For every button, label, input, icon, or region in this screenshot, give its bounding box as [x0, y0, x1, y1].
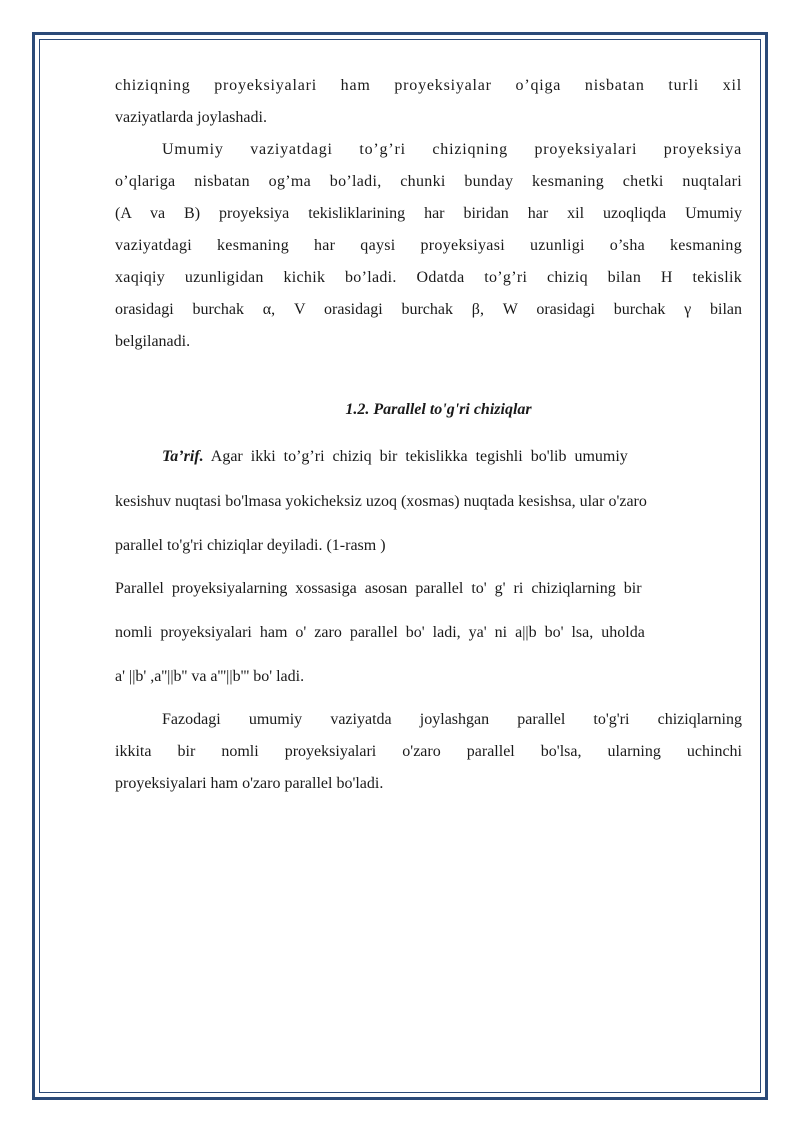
definition-term: Ta’rif. — [162, 448, 204, 465]
para3-line-3-wrap — [115, 666, 742, 688]
section-heading: 1.2. Parallel to'g'ri chiziqlar — [345, 401, 532, 418]
text-line: xaqiqiy uzunligidan kichik bo’ladi. Odatda to’g’ri chiziq bilan H tekislik — [115, 269, 742, 286]
definition-line-3-wrap — [115, 535, 742, 557]
text-line: kesishuv nuqtasi bo'lmasa yokicheksiz uzoq (xosmas) nuqtada kesishsa, ular o'zaro — [115, 493, 647, 510]
text-line: Umumiy vaziyatdagi to’g’ri chiziqning proyeksiyalari proyeksiya — [162, 141, 742, 158]
text-line: vaziyatdagi kesmaning har qaysi proyeksiyasi uzunligi o’sha kesmaning — [115, 237, 742, 254]
text-line: proyeksiyalari ham o'zaro parallel bo'ladi. — [115, 775, 384, 792]
paragraph-continuation — [115, 70, 742, 134]
text-line: Agar ikki to’g’ri chiziq bir tekislikka tegishli bo'lib umumiy — [203, 448, 628, 465]
text-line: nomli proyeksiyalari ham o' zaro parallel bo' ladi, ya' ni a||b bo' lsa, uholda — [115, 624, 645, 641]
text-line: a' ||b' ,a''||b'' va a'''||b''' bo' ladi. — [115, 668, 305, 685]
definition-line-1 — [115, 446, 742, 468]
paragraph-general-position — [115, 134, 742, 358]
text-line: orasidagi burchak α, V orasidagi burchak β, W orasidagi burchak γ bilan — [115, 301, 742, 318]
text-line: belgilanadi. — [115, 333, 191, 350]
para3-line-1-wrap — [115, 578, 742, 600]
definition-line-2-wrap — [115, 491, 742, 513]
text-line: Fazodagi umumiy vaziyatda joylashgan parallel to'g'ri chiziqlarning — [162, 711, 742, 728]
definition-paragraph — [115, 446, 742, 468]
text-line: ikkita bir nomli proyeksiyalari o'zaro parallel bo'lsa, ularning uchinchi — [115, 743, 742, 760]
text-line: vaziyatlarda joylashadi. — [115, 109, 267, 126]
text-line: parallel to'g'ri chiziqlar deyiladi. (1-rasm ) — [115, 537, 386, 554]
text-line: (A va B) proyeksiya tekisliklarining har biridan har xil uzoqliqda Umumiy — [115, 205, 742, 222]
text-line: Parallel proyeksiyalarning xossasiga asosan parallel to' g' ri chiziqlarning bir — [115, 580, 642, 597]
text-line: chiziqning proyeksiyalari ham proyeksiyalar o’qiga nisbatan turli xil — [115, 77, 742, 94]
paragraph-parallel-property — [115, 704, 742, 800]
para3-line-2-wrap — [115, 622, 742, 644]
text-line: o’qlariga nisbatan og’ma bo’ladi, chunki bunday kesmaning chetki nuqtalari — [115, 173, 742, 190]
